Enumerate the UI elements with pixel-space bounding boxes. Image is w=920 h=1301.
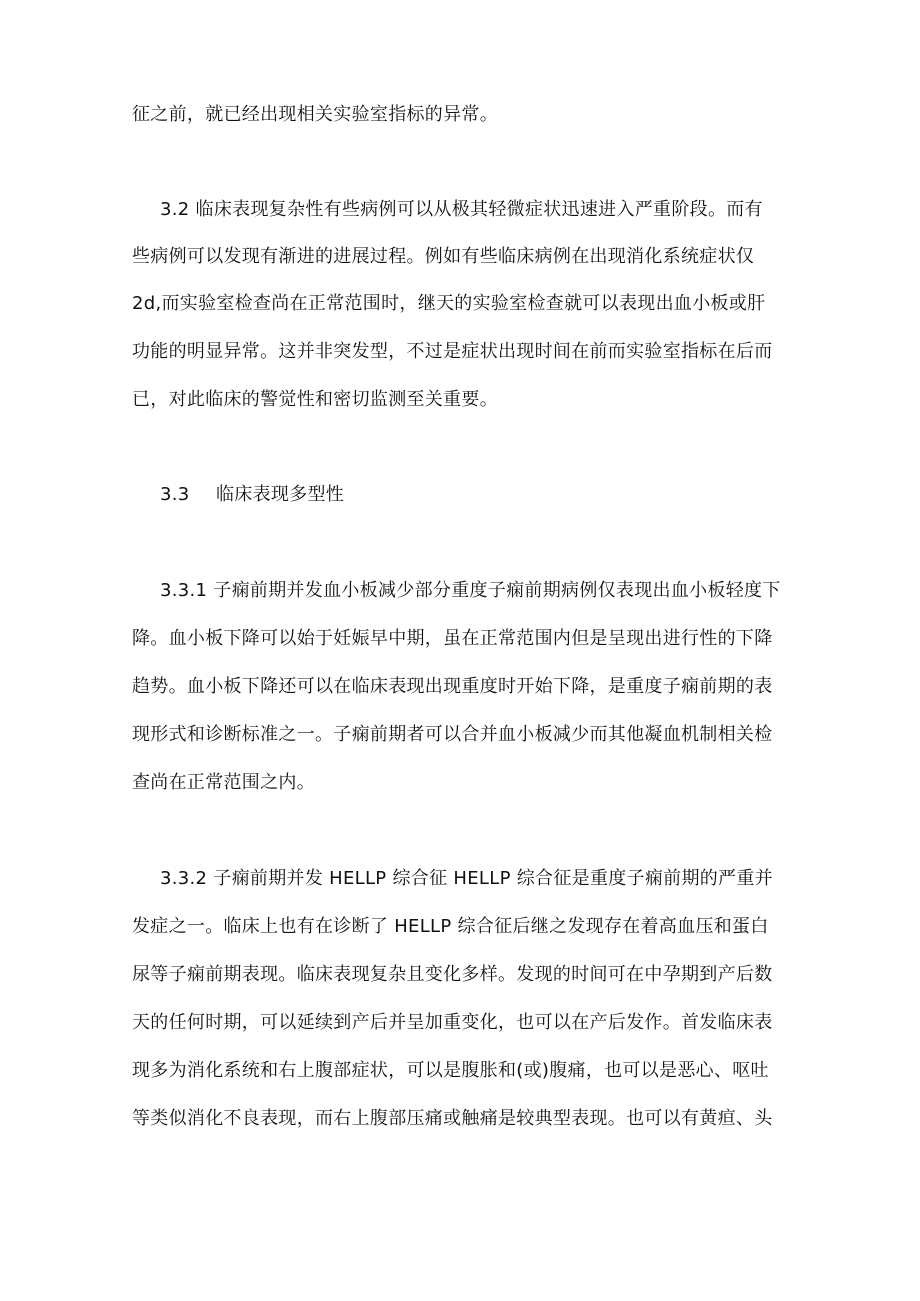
paragraph-line: 些病例可以发现有渐进的进展过程。例如有些临床病例在出现消化系统症状仅 <box>132 246 755 267</box>
section-title: 临床表现多型性 <box>216 484 345 505</box>
paragraph-line: 现形式和诊断标准之一。子痫前期者可以合并血小板减少而其他凝血机制相关检 <box>132 724 773 745</box>
paragraph-line: 天的任何时期，可以延续到产后并呈加重变化，也可以在产后发作。首发临床表 <box>132 1012 773 1033</box>
paragraph-line: 趋势。血小板下降还可以在临床表现出现重度时开始下降，是重度子痫前期的表 <box>132 676 773 697</box>
paragraph-line: 尿等子痫前期表现。临床表现复杂且变化多样。发现的时间可在中孕期到产后数 <box>132 964 773 985</box>
section-number: 3.3 <box>160 484 190 505</box>
paragraph-line: 查尚在正常范围之内。 <box>132 772 315 793</box>
paragraph-line: 征之前，就已经出现相关实验室指标的异常。 <box>132 104 498 125</box>
section-3-3-1-line: 3.3.1 子痫前期并发血小板减少部分重度子痫前期病例仅表现出血小板轻度下 <box>160 580 781 601</box>
paragraph-line: 现多为消化系统和右上腹部症状，可以是腹胀和(或)腹痛，也可以是恶心、呕吐 <box>132 1060 769 1081</box>
paragraph-line: 已，对此临床的警觉性和密切监测至关重要。 <box>132 389 498 410</box>
paragraph-line: 功能的明显异常。这并非突发型，不过是症状出现时间在前而实验室指标在后而 <box>132 341 773 362</box>
section-3-3-heading <box>160 482 840 508</box>
paragraph-line: 2d,而实验室检查尚在正常范围时，继天的实验室检查就可以表现出血小板或肝 <box>132 293 766 314</box>
section-3-2-line: 3.2 临床表现复杂性有些病例可以从极其轻微症状迅速进入严重阶段。而有 <box>160 199 763 220</box>
paragraph-line: 降。血小板下降可以始于妊娠早中期，虽在正常范围内但是呈现出进行性的下降 <box>132 628 773 649</box>
paragraph-line: 等类似消化不良表现，而右上腹部压痛或触痛是较典型表现。也可以有黄疸、头 <box>132 1108 773 1129</box>
section-3-3-2-line: 3.3.2 子痫前期并发 HELLP 综合征 HELLP 综合征是重度子痫前期的严重并 <box>160 868 773 889</box>
paragraph-line: 发症之一。临床上也有在诊断了 HELLP 综合征后继之发现存在着高血压和蛋白 <box>132 916 769 937</box>
